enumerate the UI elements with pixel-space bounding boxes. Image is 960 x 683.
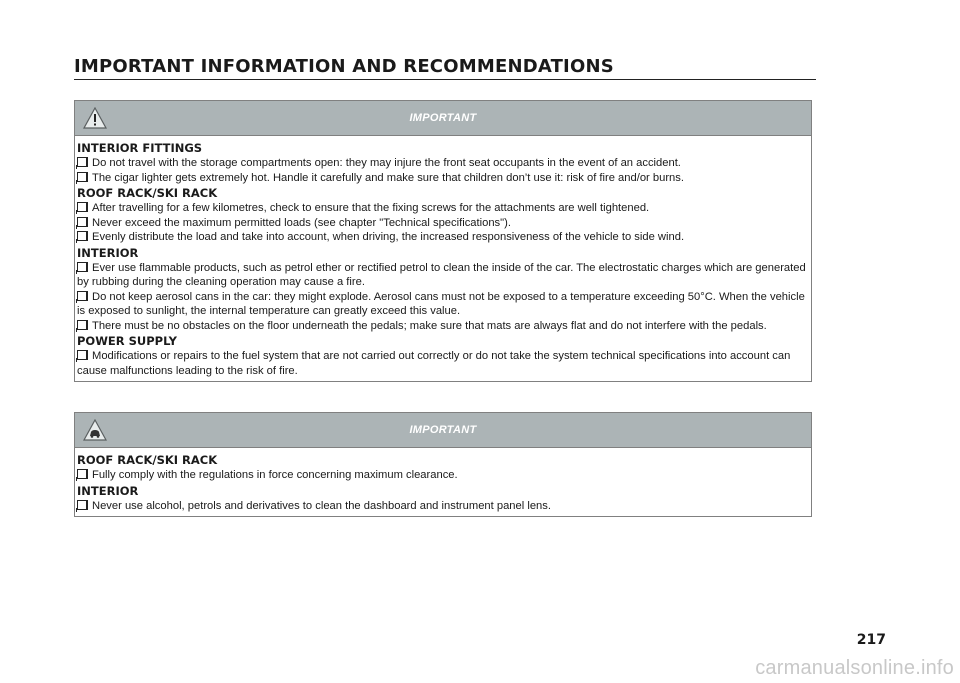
- list-item: Do not keep aerosol cans in the car: they might explode. Aerosol cans must not be exposed to a temperature exceeding 50°C. When the vehicle is exposed to sunlight, the internal temperature can greatly exceed this value.: [77, 290, 805, 317]
- box-header-label: IMPORTANT: [409, 112, 477, 124]
- list-item: Evenly distribute the load and take into account, when driving, the increased responsiveness of the vehicle to side wind.: [77, 230, 809, 245]
- list-item: Do not travel with the storage compartments open: they may injure the front seat occupants in the event of an accident.: [77, 156, 809, 171]
- box-header: [75, 101, 811, 136]
- list-item: The cigar lighter gets extremely hot. Handle it carefully and make sure that children don’t use it: risk of fire and/or burns.: [77, 171, 809, 186]
- bullet-icon: [77, 172, 88, 182]
- bullet-icon: [77, 500, 88, 510]
- bullet-icon: [77, 157, 88, 167]
- section-heading-interior: INTERIOR: [77, 245, 139, 260]
- section-heading-interior-fittings: INTERIOR FITTINGS: [77, 141, 203, 155]
- bullet-icon: [77, 469, 88, 479]
- watermark: carmanualsonline.info: [755, 657, 954, 679]
- bullet-icon: [77, 202, 88, 212]
- important-box-car: [74, 412, 812, 517]
- page-number: 217: [856, 632, 886, 648]
- list-item: Fully comply with the regulations in force concerning maximum clearance.: [77, 468, 809, 483]
- page-title: IMPORTANT INFORMATION AND RECOMMENDATIONS: [74, 56, 816, 80]
- bullet-icon: [77, 217, 88, 227]
- list-item: After travelling for a few kilometres, check to ensure that the fixing screws for the attachments are well tightened.: [77, 201, 809, 216]
- bullet-icon: [77, 231, 88, 241]
- bullet-icon: [77, 350, 88, 360]
- bullet-icon: [77, 262, 88, 272]
- box-body: [75, 136, 811, 381]
- list-item: There must be no obstacles on the floor underneath the pedals; make sure that mats are always flat and do not interfere with the pedals.: [77, 319, 809, 334]
- box-header: [75, 413, 811, 448]
- bullet-icon: [77, 291, 88, 301]
- section-heading-roof-rack: ROOF RACK/SKI RACK: [77, 186, 218, 200]
- list-item: Ever use flammable products, such as petrol ether or rectified petrol to clean the inside of the car. The electrostatic charges which are generated by rubbing during the cleaning operation may cause a fire.: [77, 261, 806, 288]
- box-body: [75, 448, 811, 516]
- box-header-label: IMPORTANT: [409, 424, 477, 436]
- list-item: Modifications or repairs to the fuel system that are not carried out correctly or do not take the system technical specifications into account can cause malfunctions leading to the risk of fire.: [77, 350, 791, 377]
- bullet-icon: [77, 320, 88, 330]
- section-heading-power-supply: POWER SUPPLY: [77, 334, 177, 348]
- section-heading-roof-rack: ROOF RACK/SKI RACK: [77, 453, 218, 467]
- list-item: Never exceed the maximum permitted loads (see chapter "Technical specifications").: [77, 216, 809, 231]
- list-item: Never use alcohol, petrols and derivatives to clean the dashboard and instrument panel lens.: [77, 499, 809, 514]
- important-box-warning: [74, 100, 812, 382]
- section-heading-interior: INTERIOR: [77, 483, 139, 498]
